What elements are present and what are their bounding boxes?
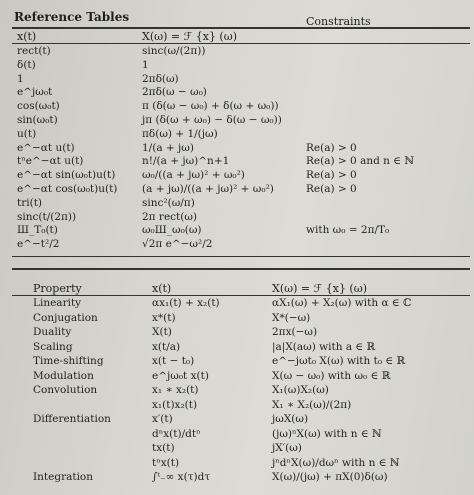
table1-signal-cell: tⁿe^−αt u(t) <box>17 155 84 168</box>
table2-signal-cell: x₁ ∗ x₂(t) <box>152 384 199 396</box>
table2-transform-cell: X₁(ω)X₂(ω) <box>272 384 329 396</box>
table2-signal-cell: x′(t) <box>152 413 173 425</box>
table2-property-cell: Convolution <box>33 384 98 396</box>
table1-transform-cell: jπ (δ(ω + ω₀) − δ(ω − ω₀)) <box>142 114 282 126</box>
table2-transform-cell: (jω)ⁿX(ω) with n ∈ ℕ <box>272 427 382 440</box>
table2-signal-cell: x*(t) <box>152 311 176 324</box>
table2-property-cell: Conjugation <box>33 311 98 324</box>
table2-transform-cell: |a|X(aω) with a ∈ ℝ <box>272 340 376 353</box>
table2-top-rule <box>12 268 470 270</box>
table1-signal-cell: tri(t) <box>17 196 43 209</box>
table1-signal-cell: e^jω₀t <box>17 86 53 99</box>
table2-header-rule <box>12 295 470 296</box>
table1-signal-cell: cos(ω₀t) <box>17 100 60 113</box>
table2-transform-cell: X(ω)/(jω) + πX(0)δ(ω) <box>272 471 388 483</box>
table2-property-cell: Duality <box>33 326 72 338</box>
table2-transform-cell: X(ω − ω₀) with ω₀ ∈ ℝ <box>272 369 391 382</box>
table1-signal-cell: Ш_T₀(t) <box>17 224 58 237</box>
table2-property-cell: Differentiation <box>33 413 111 425</box>
table1-transform-cell: (a + jω)/((a + jω)² + ω₀²) <box>142 183 274 195</box>
table2-signal-cell: X(t) <box>152 326 172 338</box>
table1-signal-cell: sin(ω₀t) <box>17 114 58 126</box>
table1-constraint-cell: Re(a) > 0 <box>306 183 357 195</box>
table1-transform-cell: sinc(ω/(2π)) <box>142 45 206 57</box>
table2-signal-cell: ∫ᵗ₋∞ x(τ)dτ <box>152 471 211 483</box>
table1-bottom-rule <box>12 256 470 257</box>
top-rule <box>12 27 470 29</box>
page-title: Reference Tables <box>14 10 130 24</box>
table2-header-signal: x(t) <box>152 282 172 295</box>
table2-signal-cell: x(t − t₀) <box>152 355 195 367</box>
table1-signal-cell: e^−t²/2 <box>17 238 60 251</box>
table2-property-cell: Linearity <box>33 297 82 309</box>
table1-constraint-cell: with ω₀ = 2π/T₀ <box>306 224 390 237</box>
table2-transform-cell: jⁿdⁿX(ω)/dωⁿ with n ∈ ℕ <box>272 456 400 469</box>
table2-transform-cell: X₁ ∗ X₂(ω)/(2π) <box>272 398 352 411</box>
table2-signal-cell: e^jω₀t x(t) <box>152 369 209 382</box>
table1-transform-cell: 2π rect(ω) <box>142 210 198 223</box>
table2-header-property: Property <box>33 282 82 295</box>
table1-signal-cell: u(t) <box>17 127 37 140</box>
table1-transform-cell: π (δ(ω − ω₀) + δ(ω + ω₀)) <box>142 100 279 113</box>
table2-transform-cell: αX₁(ω) + X₂(ω) with α ∈ ℂ <box>272 297 412 309</box>
table1-transform-cell: √2π e^−ω²/2 <box>142 238 213 251</box>
table2-signal-cell: x₁(t)x₂(t) <box>152 398 198 411</box>
table2-property-cell: Time-shifting <box>33 355 104 367</box>
table1-transform-cell: n!/(a + jω)^n+1 <box>142 155 230 168</box>
table1-transform-cell: ω₀/((a + jω)² + ω₀²) <box>142 169 245 182</box>
table1-header-rule <box>12 43 470 44</box>
table1-transform-cell: 2πδ(ω − ω₀) <box>142 86 207 99</box>
table2-signal-cell: x(t/a) <box>152 340 181 353</box>
table1-header-constraints: Constraints <box>306 15 371 28</box>
table1-signal-cell: e^−αt sin(ω₀t)u(t) <box>17 169 116 182</box>
table1-signal-cell: δ(t) <box>17 58 36 71</box>
table1-transform-cell: πδ(ω) + 1/(jω) <box>142 127 218 140</box>
table2-transform-cell: jωX(ω) <box>272 413 309 425</box>
table2-signal-cell: dⁿx(t)/dtⁿ <box>152 427 201 440</box>
table2-transform-cell: 2πx(−ω) <box>272 326 318 338</box>
table1-signal-cell: rect(t) <box>17 45 51 57</box>
table1-constraint-cell: Re(a) > 0 <box>306 141 357 154</box>
table2-signal-cell: tⁿx(t) <box>152 456 180 469</box>
table1-signal-cell: 1 <box>17 72 24 85</box>
table2-transform-cell: e^−jωt₀ X(ω) with t₀ ∈ ℝ <box>272 355 406 367</box>
table2-transform-cell: jX′(ω) <box>272 442 302 454</box>
table2-header-transform: X(ω) = ℱ {x} (ω) <box>272 282 367 295</box>
table2-property-cell: Modulation <box>33 369 94 382</box>
table1-constraint-cell: Re(a) > 0 and n ∈ ℕ <box>306 155 414 168</box>
table2-signal-cell: αx₁(t) + x₂(t) <box>152 297 220 309</box>
table1-signal-cell: e^−αt u(t) <box>17 141 75 154</box>
table2-property-cell: Scaling <box>33 340 73 353</box>
table1-constraint-cell: Re(a) > 0 <box>306 169 357 182</box>
table2-transform-cell: X*(−ω) <box>272 311 311 324</box>
table1-transform-cell: ω₀Ш_ω₀(ω) <box>142 224 202 237</box>
table1-header-signal: x(t) <box>17 30 37 43</box>
table1-transform-cell: 1/(a + jω) <box>142 141 194 154</box>
table1-signal-cell: e^−αt cos(ω₀t)u(t) <box>17 183 118 195</box>
table2-signal-cell: tx(t) <box>152 442 175 454</box>
table2-property-cell: Integration <box>33 471 94 483</box>
table1-transform-cell: sinc²(ω/π) <box>142 196 195 209</box>
table1-signal-cell: sinc(t/(2π)) <box>17 210 77 223</box>
table1-transform-cell: 2πδ(ω) <box>142 72 179 85</box>
table1-header-transform: X(ω) = ℱ {x} (ω) <box>142 30 237 43</box>
table1-transform-cell: 1 <box>142 58 149 71</box>
